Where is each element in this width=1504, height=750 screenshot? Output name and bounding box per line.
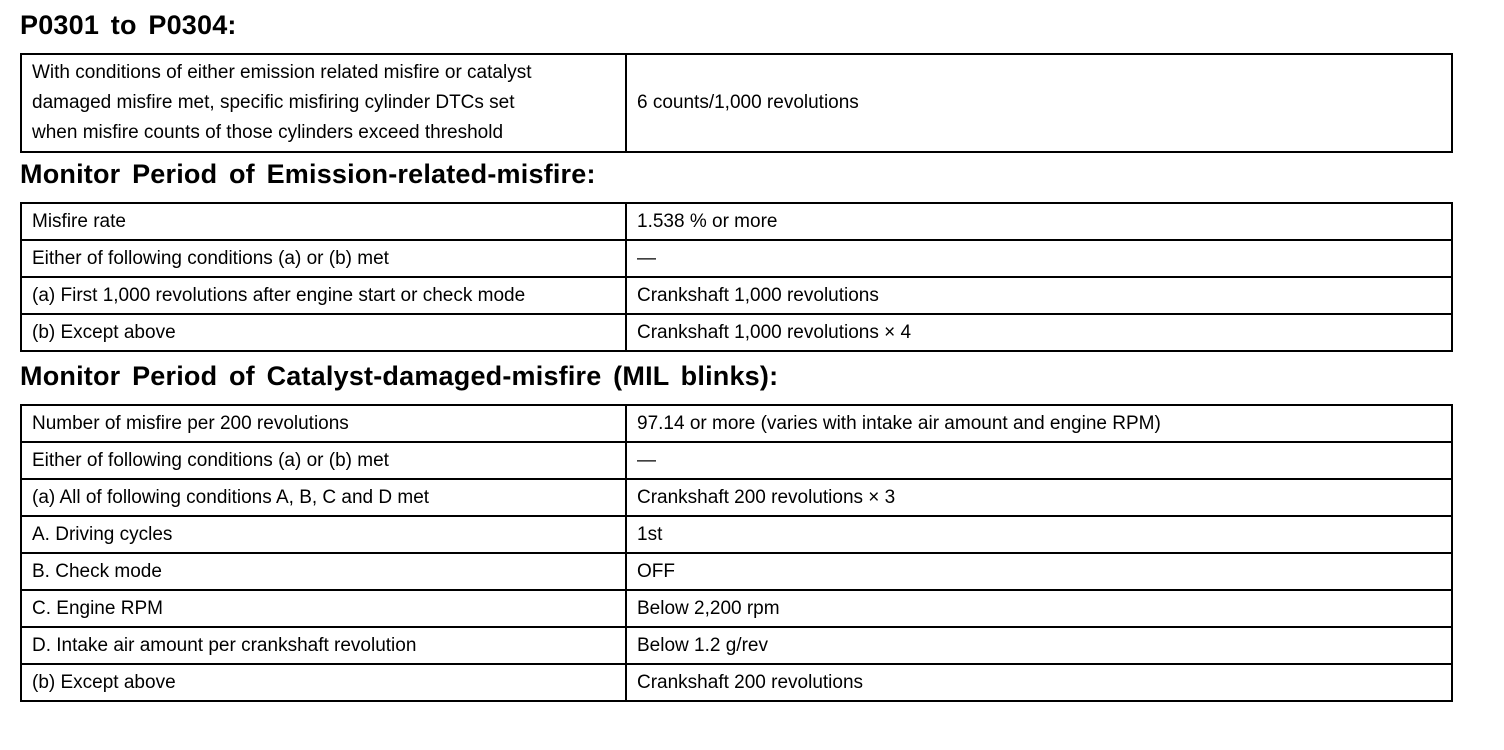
table-row xyxy=(21,240,1452,277)
section-title-catalyst-misfire: Monitor Period of Catalyst-damaged-misfire (MIL blinks): xyxy=(20,361,779,391)
table-row xyxy=(21,203,1452,240)
condition-cell: (b) Except above xyxy=(21,664,626,701)
condition-cell: D. Intake air amount per crankshaft revolution xyxy=(21,627,626,664)
condition-cell: (a) First 1,000 revolutions after engine start or check mode xyxy=(21,277,626,314)
value-cell: Crankshaft 200 revolutions xyxy=(626,664,1452,701)
value-cell: OFF xyxy=(626,553,1452,590)
value-cell: Crankshaft 1,000 revolutions xyxy=(626,277,1452,314)
table-row xyxy=(21,627,1452,664)
value-cell: Crankshaft 1,000 revolutions × 4 xyxy=(626,314,1452,351)
condition-cell: B. Check mode xyxy=(21,553,626,590)
table-row xyxy=(21,442,1452,479)
condition-cell: Either of following conditions (a) or (b) met xyxy=(21,240,626,277)
table-row xyxy=(21,314,1452,351)
value-cell: 1.538 % or more xyxy=(626,203,1452,240)
dtc-threshold-table xyxy=(20,53,1453,153)
value-cell: Below 2,200 rpm xyxy=(626,590,1452,627)
value-cell: 97.14 or more (varies with intake air amount and engine RPM) xyxy=(626,405,1452,442)
catalyst-misfire-table xyxy=(20,404,1453,702)
emission-misfire-table xyxy=(20,202,1453,352)
table-row xyxy=(21,479,1452,516)
condition-cell: (b) Except above xyxy=(21,314,626,351)
table-row xyxy=(21,277,1452,314)
condition-cell: A. Driving cycles xyxy=(21,516,626,553)
table-row xyxy=(21,553,1452,590)
table-row xyxy=(21,405,1452,442)
value-cell: 6 counts/1,000 revolutions xyxy=(626,54,1452,152)
table-row xyxy=(21,664,1452,701)
value-cell: — xyxy=(626,442,1452,479)
condition-cell: Either of following conditions (a) or (b) met xyxy=(21,442,626,479)
table-row xyxy=(21,516,1452,553)
condition-cell: C. Engine RPM xyxy=(21,590,626,627)
section-title-p0301-p0304: P0301 to P0304: xyxy=(20,10,237,40)
condition-cell: Number of misfire per 200 revolutions xyxy=(21,405,626,442)
section-title-emission-misfire: Monitor Period of Emission-related-misfire: xyxy=(20,159,596,189)
value-cell: 1st xyxy=(626,516,1452,553)
value-cell: Crankshaft 200 revolutions × 3 xyxy=(626,479,1452,516)
value-cell: — xyxy=(626,240,1452,277)
condition-cell: With conditions of either emission related misfire or catalyst damaged misfire met, specific misfiring cylinder DTCs set when misfire counts of those cylinders exceed threshold xyxy=(21,54,626,152)
table-row xyxy=(21,54,1452,152)
condition-cell: (a) All of following conditions A, B, C and D met xyxy=(21,479,626,516)
table-row xyxy=(21,590,1452,627)
value-cell: Below 1.2 g/rev xyxy=(626,627,1452,664)
condition-cell: Misfire rate xyxy=(21,203,626,240)
